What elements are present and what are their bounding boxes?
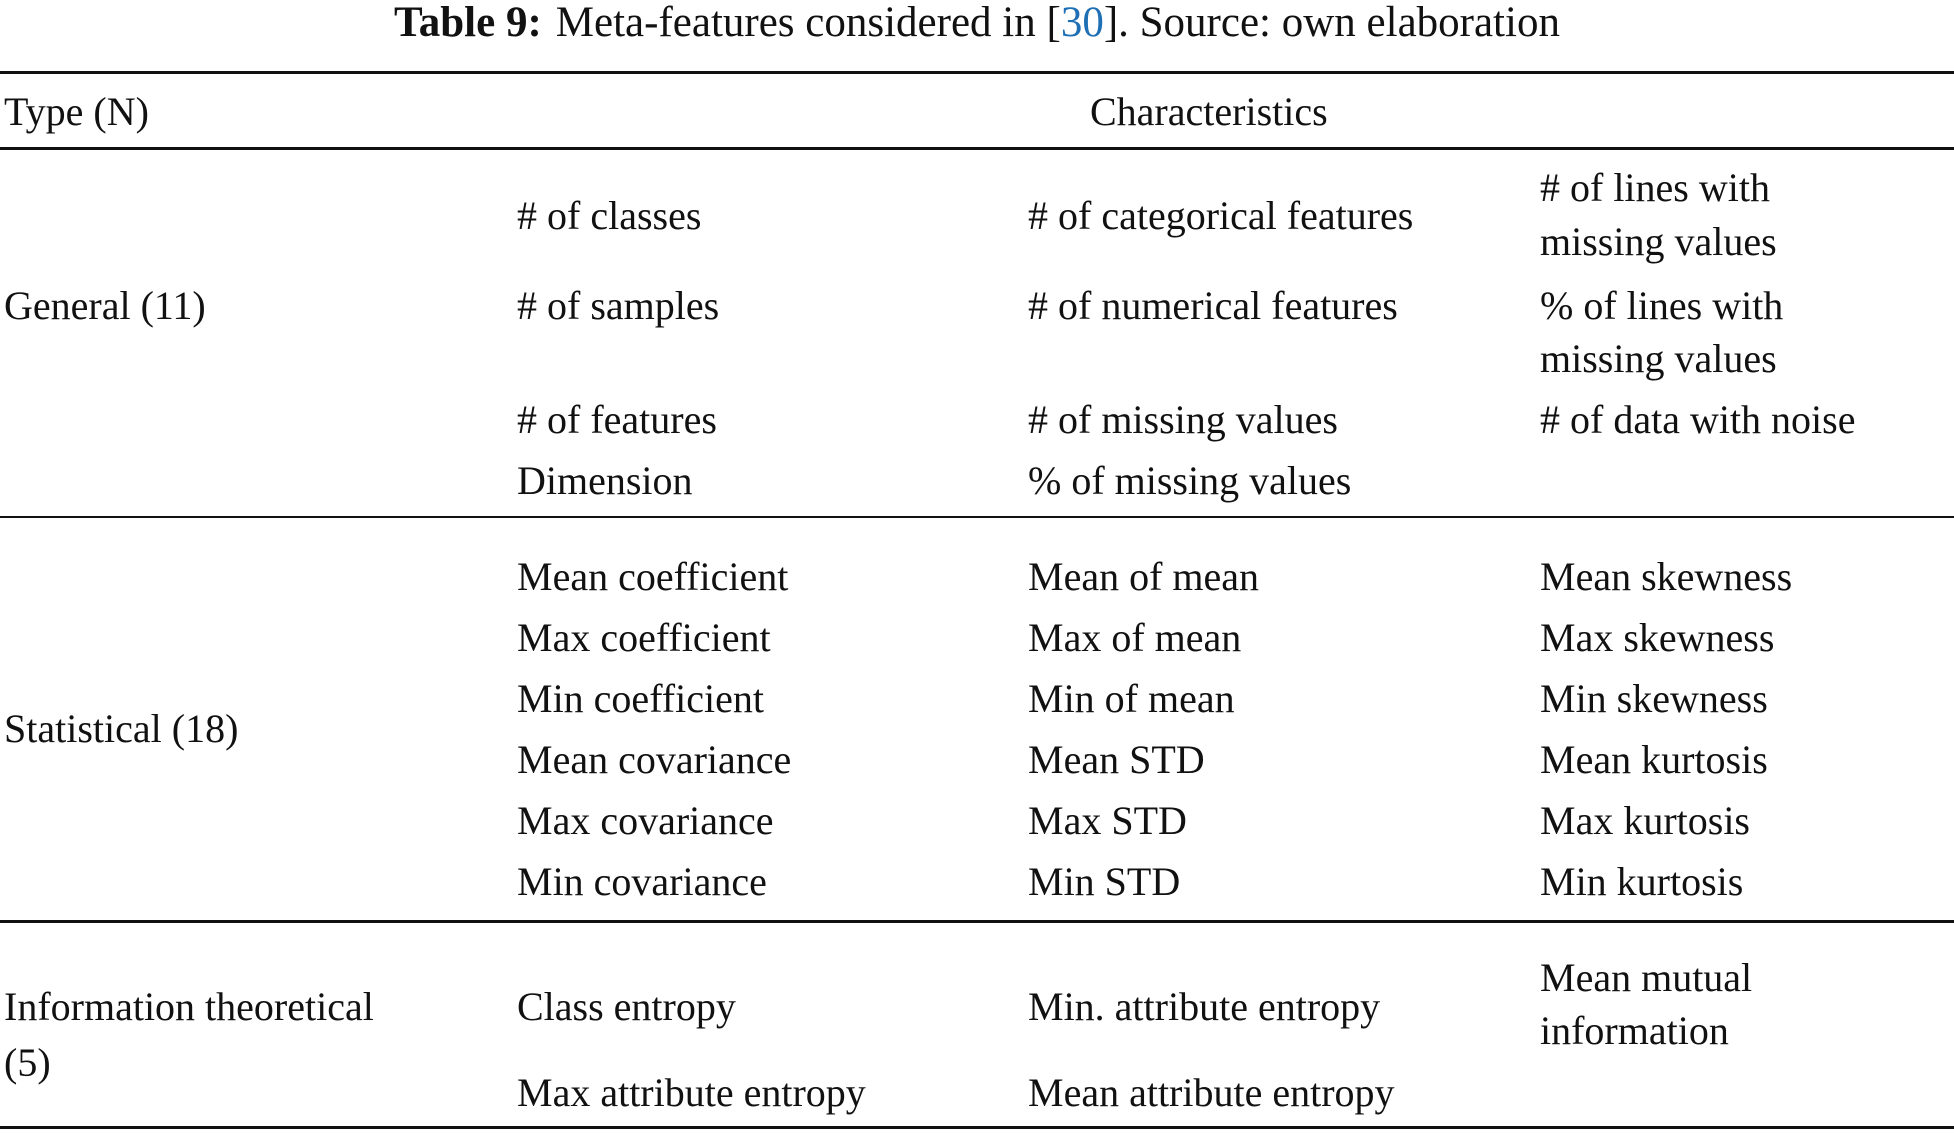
header-type: Type (N) (4, 89, 149, 134)
cell: Max covariance (517, 798, 774, 843)
cell: Min STD (1028, 859, 1181, 904)
type-information-line1: Information theoretical (4, 984, 374, 1029)
cell: # of categorical features (1028, 193, 1414, 238)
bottom-rule (0, 1126, 1954, 1129)
caption-label: Table 9: (394, 0, 542, 46)
header-rule (0, 147, 1954, 150)
type-information-line2: (5) (4, 1040, 51, 1085)
header-characteristics: Characteristics (1090, 89, 1328, 134)
table-caption (0, 0, 1954, 46)
cell: Min covariance (517, 859, 767, 904)
cell: Max attribute entropy (517, 1070, 866, 1115)
cell: Mean coefficient (517, 554, 789, 599)
cell: missing values (1540, 336, 1777, 381)
cell: # of lines with (1540, 165, 1770, 210)
type-general: General (11) (4, 283, 206, 328)
caption-text-before: Meta-features considered in [ (555, 0, 1061, 46)
cell: # of samples (517, 283, 720, 328)
section-rule (0, 920, 1954, 923)
cell: missing values (1540, 219, 1777, 264)
cell: # of numerical features (1028, 283, 1398, 328)
cell: information (1540, 1008, 1729, 1053)
cell: # of missing values (1028, 397, 1338, 442)
type-statistical: Statistical (18) (4, 706, 239, 751)
cell: # of data with noise (1540, 397, 1856, 442)
cell: Max skewness (1540, 615, 1775, 660)
cell: Mean skewness (1540, 554, 1793, 599)
cell: Max of mean (1028, 615, 1242, 660)
cell: % of missing values (1028, 458, 1352, 503)
cell: Min. attribute entropy (1028, 984, 1381, 1029)
cell: Max kurtosis (1540, 798, 1750, 843)
caption-text-after: ]. Source: own elaboration (1103, 0, 1560, 46)
cell: Mean mutual (1540, 955, 1753, 1000)
cell: % of lines with (1540, 283, 1784, 328)
cell: Max coefficient (517, 615, 771, 660)
cell: Mean STD (1028, 737, 1205, 782)
cell: Mean covariance (517, 737, 792, 782)
cell: Class entropy (517, 984, 736, 1029)
cell: Min coefficient (517, 676, 764, 721)
cell: Min kurtosis (1540, 859, 1744, 904)
top-rule (0, 71, 1954, 74)
cell: Min of mean (1028, 676, 1235, 721)
cell: # of classes (517, 193, 702, 238)
cell: Dimension (517, 458, 693, 503)
cell: Min skewness (1540, 676, 1768, 721)
cell: Max STD (1028, 798, 1187, 843)
cell: Mean attribute entropy (1028, 1070, 1395, 1115)
cell: Mean kurtosis (1540, 737, 1768, 782)
citation-link[interactable]: 30 (1060, 0, 1104, 46)
cell: Mean of mean (1028, 554, 1260, 599)
cell: # of features (517, 397, 717, 442)
section-rule (0, 516, 1954, 518)
